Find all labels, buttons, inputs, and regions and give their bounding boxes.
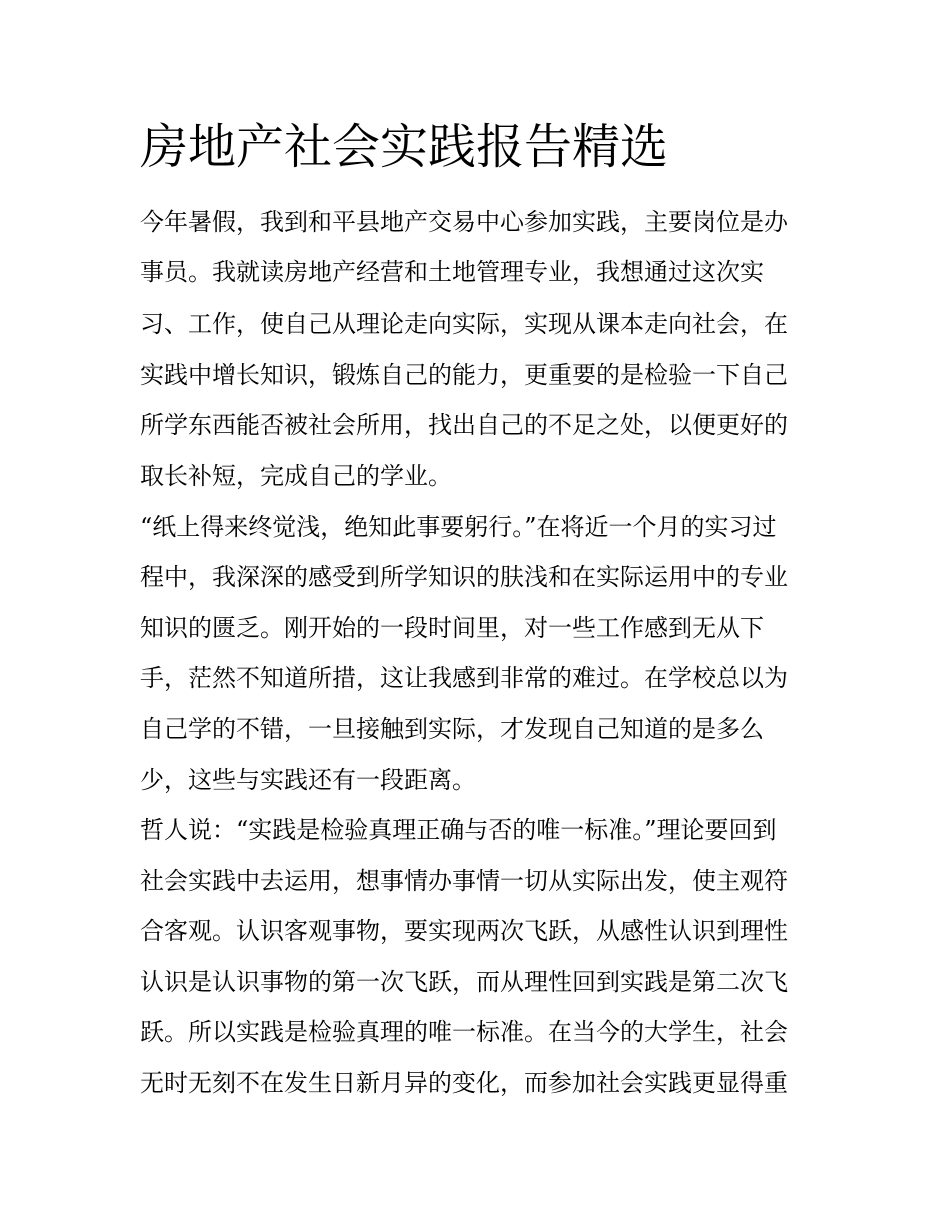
body-line: 少，这些与实践还有一段距离。 — [140, 766, 476, 794]
body-line: 哲人说：“实践是检验真理正确与否的唯一标准。”理论要回到 — [140, 816, 777, 844]
body-line: 合客观。认识客观事物，要实现两次飞跃，从感性认识到理性 — [140, 917, 788, 945]
body-line: 跃。所以实践是检验真理的唯一标准。在当今的大学生，社会 — [140, 1018, 788, 1046]
body-line: 无时无刻不在发生日新月异的变化，而参加社会实践更显得重 — [140, 1069, 788, 1097]
body-line: 手，茫然不知道所措，这让我感到非常的难过。在学校总以为 — [140, 664, 788, 692]
body-line: 习、工作，使自己从理论走向实际，实现从课本走向社会，在 — [140, 310, 788, 338]
body-line: 程中，我深深的感受到所学知识的肤浅和在实际运用中的专业 — [140, 563, 788, 591]
body-line: 今年暑假，我到和平县地产交易中心参加实践，主要岗位是办 — [140, 208, 788, 236]
document-title: 房地产社会实践报告精选 — [140, 119, 669, 175]
body-line: 实践中增长知识，锻炼自己的能力，更重要的是检验一下自己 — [140, 361, 788, 389]
body-line: 所学东西能否被社会所用，找出自己的不足之处，以便更好的 — [140, 411, 788, 439]
body-line: 自己学的不错，一旦接触到实际，才发现自己知道的是多么 — [140, 715, 764, 743]
body-line: 取长补短，完成自己的学业。 — [140, 462, 452, 490]
body-line: “纸上得来终觉浅，绝知此事要躬行。”在将近一个月的实习过 — [140, 513, 777, 541]
body-line: 知识的匮乏。刚开始的一段时间里，对一些工作感到无从下 — [140, 614, 764, 642]
body-line: 认识是认识事物的第一次飞跃，而从理性回到实践是第二次飞 — [140, 968, 788, 996]
body-line: 社会实践中去运用，想事情办事情一切从实际出发，使主观符 — [140, 867, 788, 895]
body-line: 事员。我就读房地产经营和土地管理专业，我想通过这次实 — [140, 258, 764, 286]
